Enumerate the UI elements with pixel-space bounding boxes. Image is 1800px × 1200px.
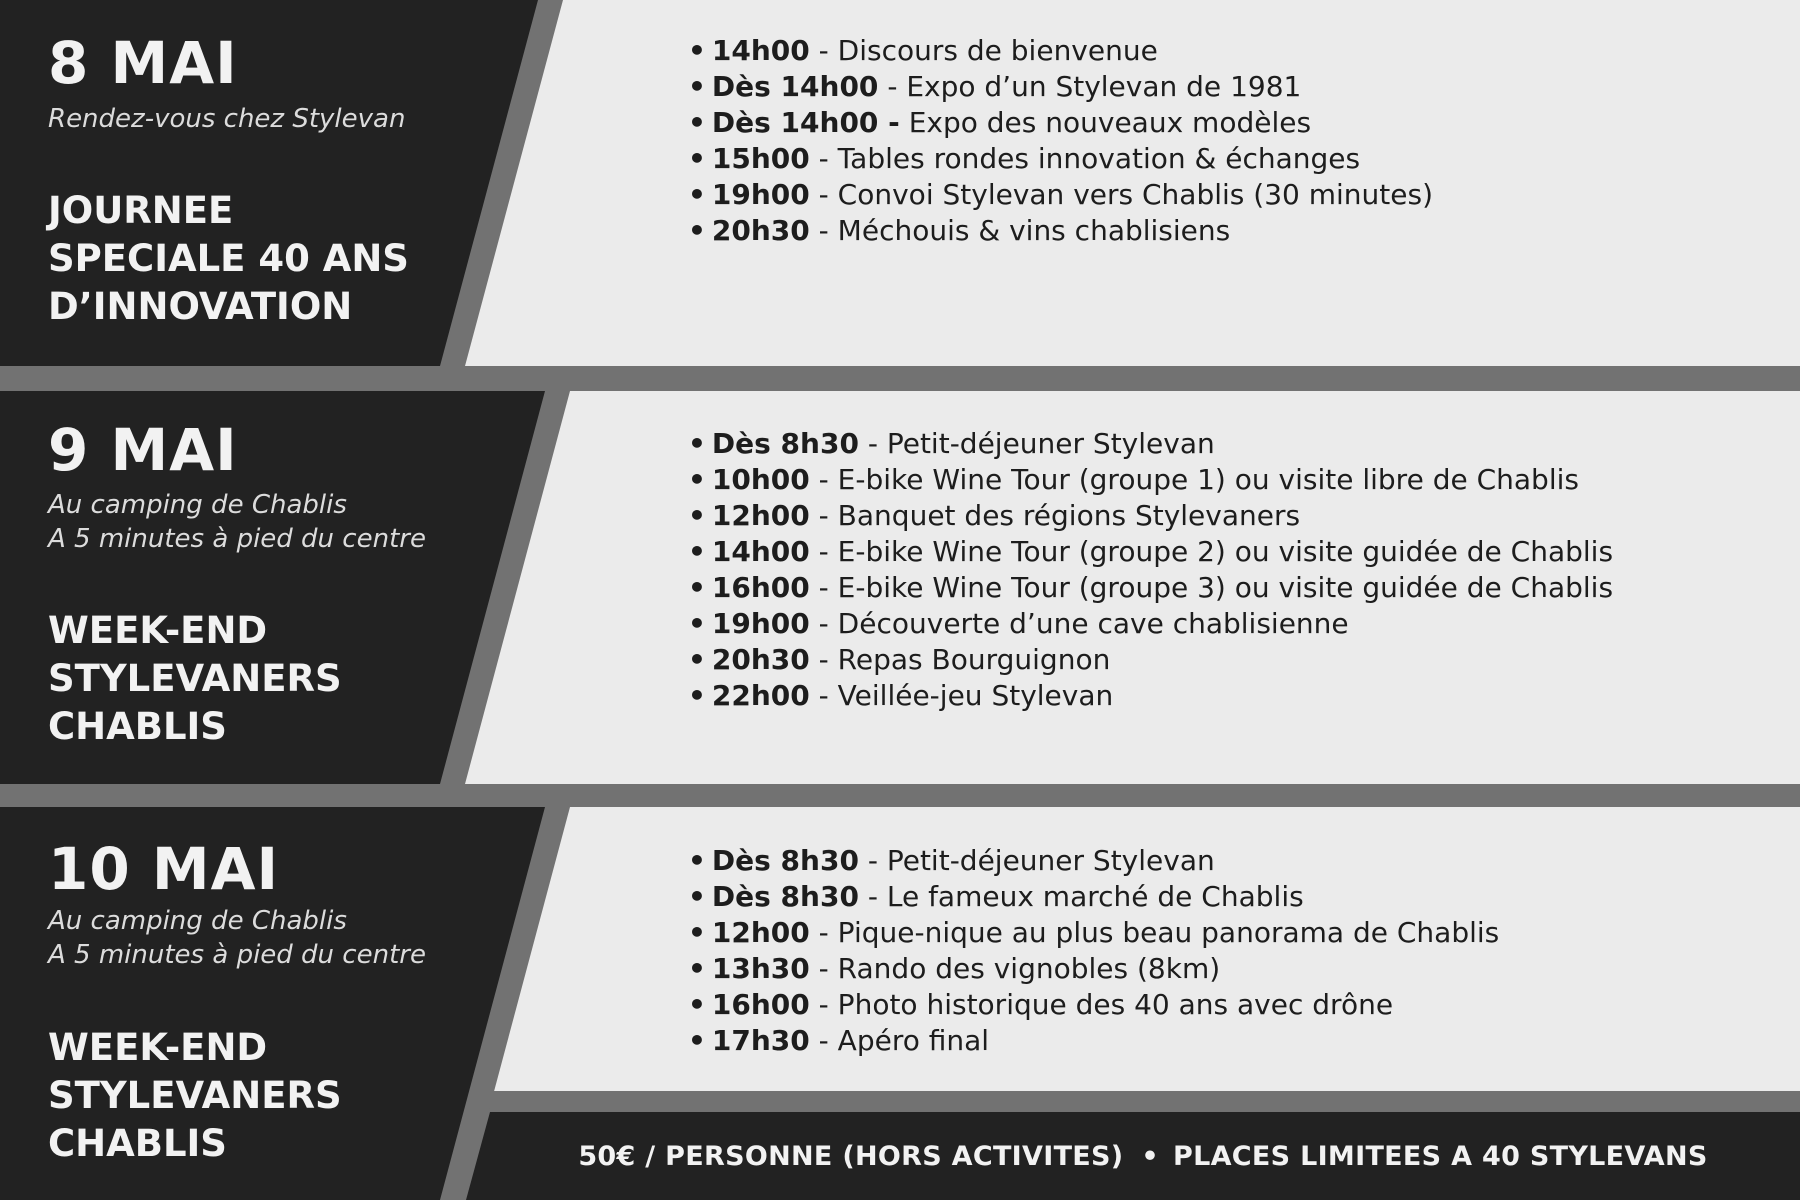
bullet-icon: • <box>688 916 706 949</box>
schedule-activity: - Discours de bienvenue <box>809 34 1158 67</box>
schedule-time: 10h00 <box>711 463 810 496</box>
schedule-item <box>688 33 1433 69</box>
bullet-icon: • <box>688 880 706 913</box>
schedule-item <box>688 426 1613 462</box>
schedule-item <box>688 141 1433 177</box>
schedule-time: 12h00 <box>711 916 810 949</box>
day-section-2 <box>0 391 1800 784</box>
location-line: A 5 minutes à pied du centre <box>48 940 426 970</box>
schedule-item <box>688 213 1433 249</box>
schedule-activity: Expo des nouveaux modèles <box>899 106 1312 139</box>
schedule-activity: - Convoi Stylevan vers Chablis (30 minutes) <box>809 178 1433 211</box>
title-line: D’INNOVATION <box>48 285 353 328</box>
bullet-icon: • <box>688 988 706 1021</box>
schedule-time: Dès 14h00 - <box>711 106 900 139</box>
schedule-activity: - Veillée-jeu Stylevan <box>809 679 1114 712</box>
schedule-item <box>688 534 1613 570</box>
schedule-activity: - Petit-déjeuner Stylevan <box>858 427 1215 460</box>
location-line: A 5 minutes à pied du centre <box>48 524 426 554</box>
schedule-time: 16h00 <box>711 988 810 1021</box>
day-section-1 <box>0 0 1800 366</box>
schedule-activity: - Photo historique des 40 ans avec drône <box>809 988 1394 1021</box>
bullet-icon: • <box>688 70 706 103</box>
schedule-activity: - Le fameux marché de Chablis <box>858 880 1304 913</box>
schedule-list <box>688 426 1613 714</box>
bullet-icon: • <box>688 952 706 985</box>
day-location <box>48 904 426 972</box>
bullet-icon: • <box>688 499 706 532</box>
schedule-list <box>688 33 1433 249</box>
bullet-icon: • <box>688 178 706 211</box>
schedule-time: 19h00 <box>711 607 810 640</box>
schedule-activity: - Apéro final <box>809 1024 990 1057</box>
schedule-time: 17h30 <box>711 1024 810 1057</box>
schedule-item <box>688 879 1499 915</box>
title-line: STYLEVANERS <box>48 657 342 700</box>
schedule-time: 19h00 <box>711 178 810 211</box>
day-location <box>48 488 426 556</box>
schedule-time: Dès 8h30 <box>711 844 859 877</box>
schedule-item <box>688 915 1499 951</box>
schedule-activity: - Tables rondes innovation & échanges <box>809 142 1361 175</box>
schedule-item <box>688 951 1499 987</box>
title-line: STYLEVANERS <box>48 1074 342 1117</box>
schedule-activity: - Méchouis & vins chablisiens <box>809 214 1231 247</box>
schedule-time: 20h30 <box>711 214 810 247</box>
price-info: 50€ / PERSONNE (HORS ACTIVITES) <box>578 1140 1124 1172</box>
schedule-activity: - Expo d’un Stylevan de 1981 <box>878 70 1302 103</box>
bullet-icon: • <box>688 427 706 460</box>
schedule-activity: - E-bike Wine Tour (groupe 3) ou visite guidée de Chablis <box>809 571 1614 604</box>
schedule-time: Dès 14h00 <box>711 70 879 103</box>
schedule-list <box>688 843 1499 1059</box>
schedule-item <box>688 177 1433 213</box>
schedule-item <box>688 69 1433 105</box>
day-date: 9 MAI <box>48 416 238 484</box>
schedule-time: 12h00 <box>711 499 810 532</box>
schedule-activity: - Petit-déjeuner Stylevan <box>858 844 1215 877</box>
schedule-time: 16h00 <box>711 571 810 604</box>
places-info: PLACES LIMITEES A 40 STYLEVANS <box>1172 1140 1708 1172</box>
schedule-time: 20h30 <box>711 643 810 676</box>
schedule-time: 22h00 <box>711 679 810 712</box>
location-line: Au camping de Chablis <box>48 906 347 936</box>
schedule-item <box>688 843 1499 879</box>
title-line: CHABLIS <box>48 1122 227 1165</box>
schedule-activity: - E-bike Wine Tour (groupe 1) ou visite libre de Chablis <box>809 463 1579 496</box>
bullet-icon: • <box>688 34 706 67</box>
day-title <box>48 187 468 331</box>
schedule-activity: - Banquet des régions Stylevaners <box>809 499 1301 532</box>
schedule-time: Dès 8h30 <box>711 427 859 460</box>
bullet-icon: • <box>688 142 706 175</box>
title-line: WEEK-END <box>48 1026 268 1069</box>
location-line: Rendez-vous chez Stylevan <box>48 104 406 134</box>
location-line: Au camping de Chablis <box>48 490 347 520</box>
bullet-icon: • <box>688 1024 706 1057</box>
bullet-icon: • <box>688 571 706 604</box>
bullet-icon: • <box>688 844 706 877</box>
schedule-activity: - Découverte d’une cave chablisienne <box>809 607 1349 640</box>
schedule-item <box>688 498 1613 534</box>
schedule-time: 14h00 <box>711 535 810 568</box>
schedule-activity: - Pique-nique au plus beau panorama de Chablis <box>809 916 1500 949</box>
title-line: SPECIALE 40 ANS <box>48 237 409 280</box>
schedule-item <box>688 462 1613 498</box>
title-line: CHABLIS <box>48 705 227 748</box>
footer-text <box>486 1112 1800 1200</box>
schedule-item <box>688 987 1499 1023</box>
title-line: JOURNEE <box>48 189 234 232</box>
schedule-item <box>688 606 1613 642</box>
schedule-activity: - E-bike Wine Tour (groupe 2) ou visite guidée de Chablis <box>809 535 1614 568</box>
schedule-item <box>688 678 1613 714</box>
bullet-icon: • <box>688 106 706 139</box>
bullet-icon: • <box>688 643 706 676</box>
bullet-icon: • <box>688 607 706 640</box>
day-location <box>48 102 405 136</box>
schedule-item <box>688 105 1433 141</box>
schedule-item <box>688 642 1613 678</box>
schedule-item <box>688 1023 1499 1059</box>
day-date: 8 MAI <box>48 29 238 97</box>
schedule-time: 13h30 <box>711 952 810 985</box>
schedule-time: 15h00 <box>711 142 810 175</box>
day-title <box>48 607 468 751</box>
schedule-time: 14h00 <box>711 34 810 67</box>
title-line: WEEK-END <box>48 609 268 652</box>
day-date: 10 MAI <box>48 835 280 903</box>
bullet-icon: • <box>688 535 706 568</box>
schedule-activity: - Rando des vignobles (8km) <box>809 952 1221 985</box>
bullet-icon: • <box>688 214 706 247</box>
bullet-icon: • <box>688 463 706 496</box>
schedule-time: Dès 8h30 <box>711 880 859 913</box>
bullet-icon: • <box>688 679 706 712</box>
footer-separator: • <box>1141 1140 1159 1172</box>
schedule-item <box>688 570 1613 606</box>
pricing-footer <box>0 1112 1800 1200</box>
schedule-activity: - Repas Bourguignon <box>809 643 1111 676</box>
